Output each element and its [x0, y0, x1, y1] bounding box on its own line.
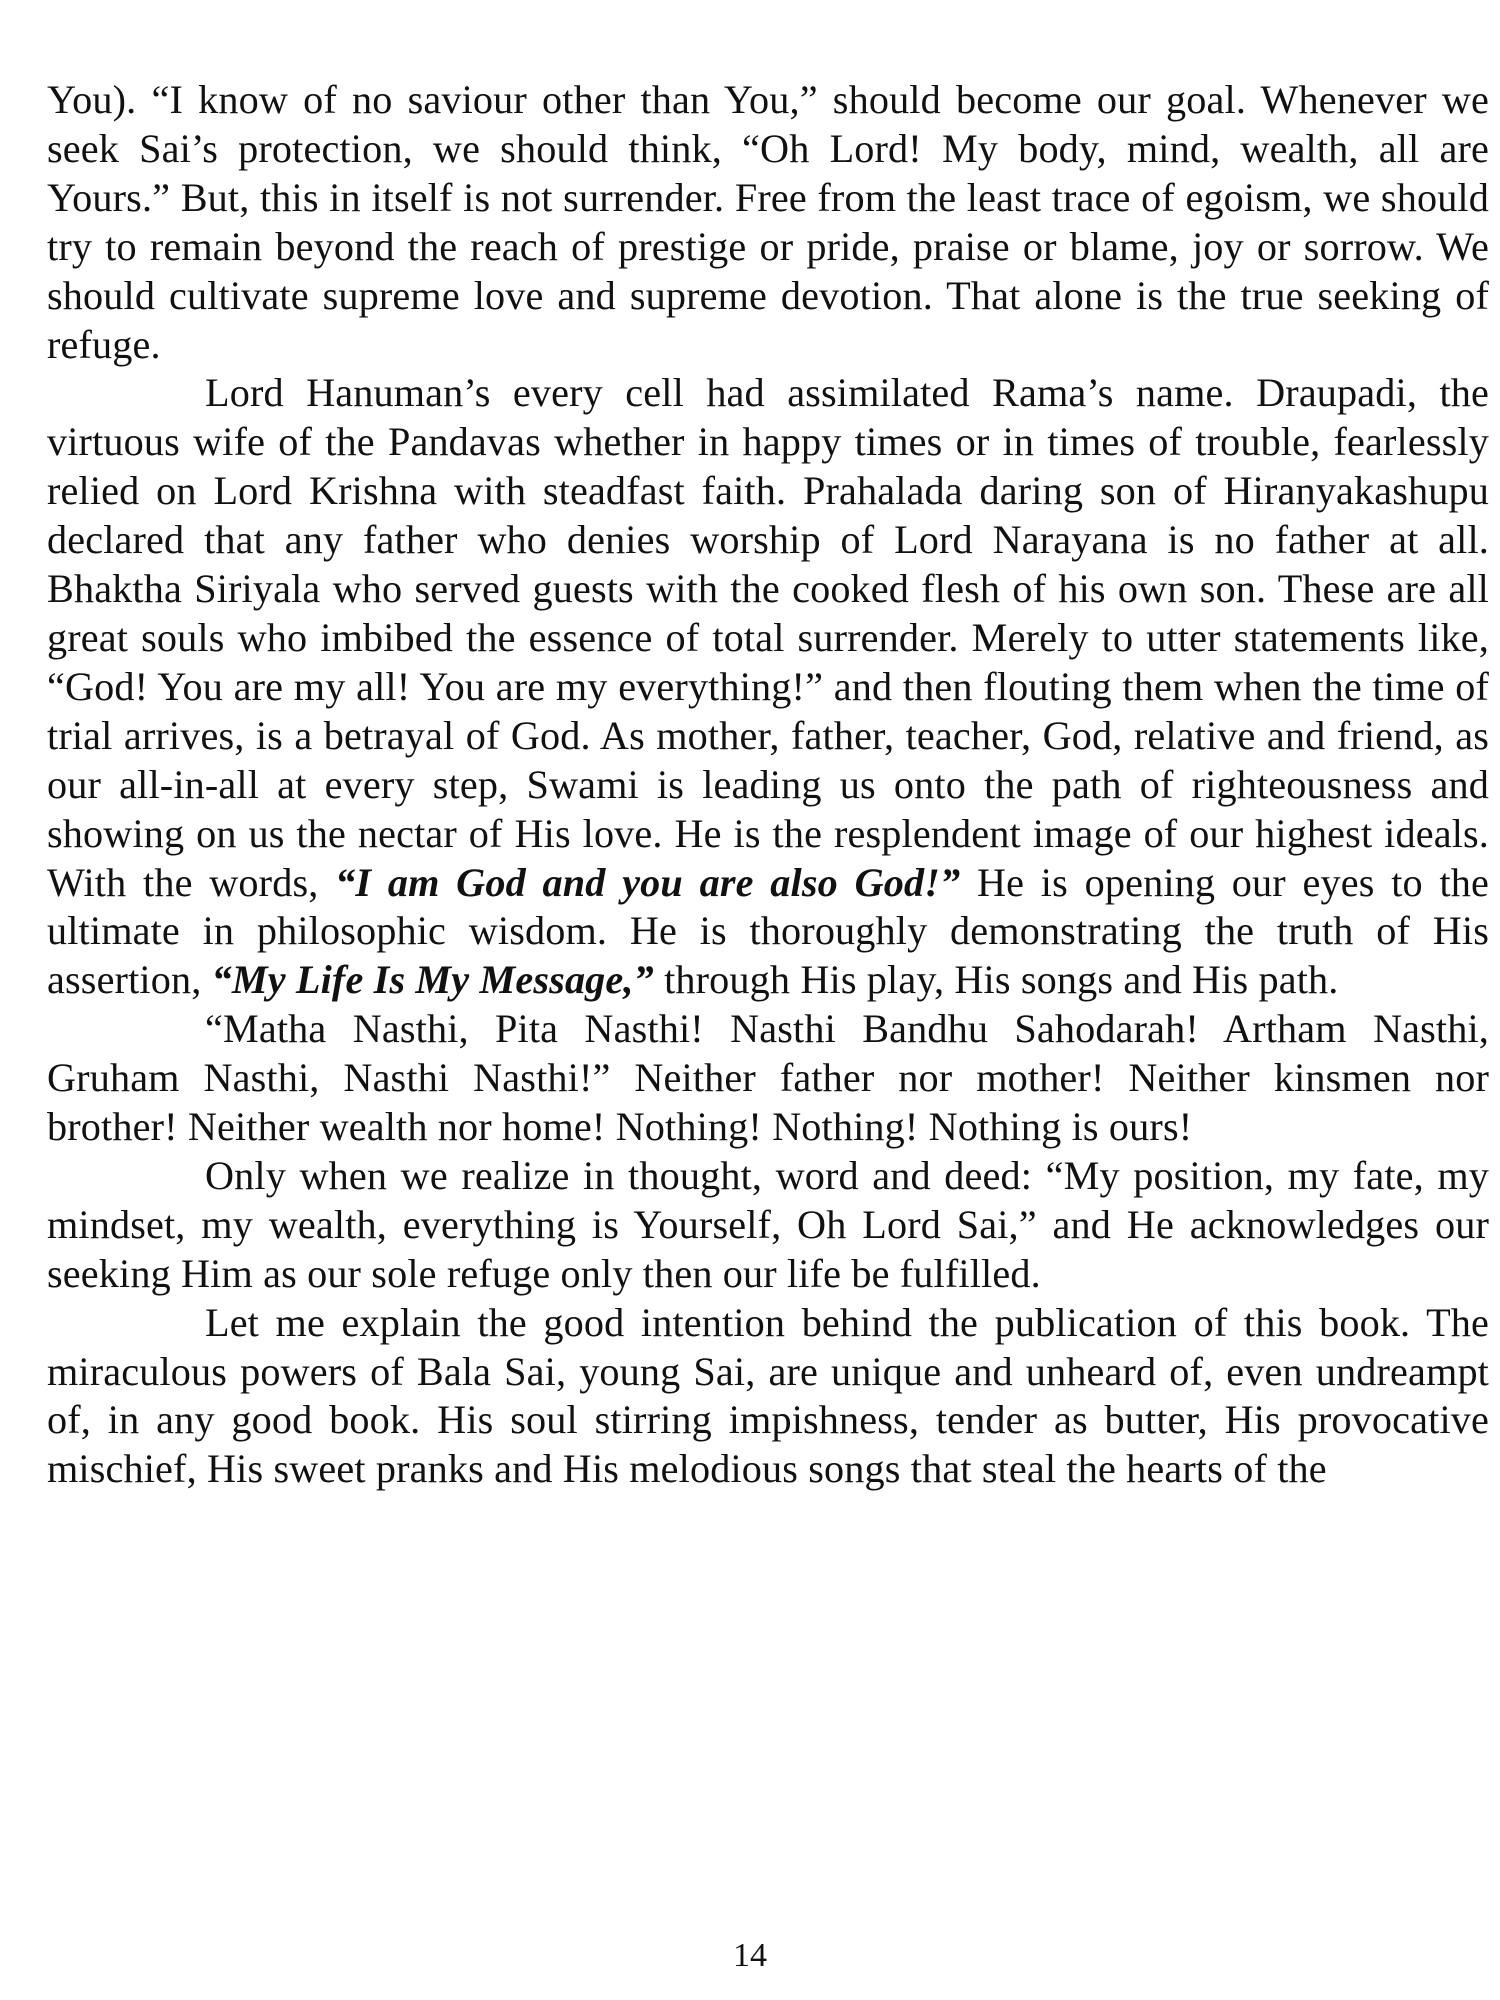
paragraph-great-souls-text-b: He is opening our eyes to the ultimate in philosophic wisdom. He is thoroughly demonstrating the truth of His assertion,	[47, 859, 1489, 1003]
paragraph-great-souls-text-a: Lord Hanuman’s every cell had assimilated Rama’s name. Draupadi, the virtuous wife of the Pandavas whether in happy times or in times of trouble, fearlessly relied on Lord Krishna with steadfast faith. Prahalada daring son of Hiranyakashupu declared that any father who denies worship of Lord Narayana is no father at all. Bhaktha Siriyala who served guests with the cooked flesh of his own son. These are all great souls who imbibed the essence of total surrender. Merely to utter statements like, “God! You are my all! You are my everything!” and then flouting them when the time of trial arrives, is a betrayal of God. As mother, father, teacher, God, relative and friend, as our all-in-all at every step, Swami is leading us onto the path of righteousness and showing on us the nectar of His love. He is the resplendent image of our highest ideals. With the words,	[47, 370, 1489, 905]
paragraph-book-intention: Let me explain the good intention behind the publication of this book. The miraculous powers of Bala Sai, young Sai, are unique and unheard of, even undreampt of, in any good book. His soul stirring impishness, tender as butter, His provocative mischief, His sweet pranks and His melodious songs that steal the hearts of the	[47, 1299, 1489, 1492]
page-number: 14	[733, 1937, 767, 1974]
paragraph-matha-nasthi: “Matha Nasthi, Pita Nasthi! Nasthi Bandhu Sahodarah! Artham Nasthi, Gruham Nasthi, Nasthi Nasthi!” Neither father nor mother! Neither kinsmen nor brother! Neither wealth nor home! Nothing! Nothing! Nothing is ours!	[47, 1006, 1489, 1150]
paragraph-great-souls	[47, 369, 1489, 1005]
book-page-body	[47, 76, 1489, 1494]
quote-i-am-god: “I am God and you are also God!”	[335, 859, 961, 905]
paragraph-surrender: You). “I know of no saviour other than You,” should become our goal. Whenever we seek Sai’s protection, we should think, “Oh Lord! My body, mind, wealth, all are Yours.” But, this in itself is not surrender. Free from the least trace of egoism, we should try to remain beyond the reach of prestige or pride, praise or blame, joy or sorrow. We should cultivate supreme love and supreme devotion. That alone is the true seeking of refuge.	[47, 77, 1489, 367]
paragraph-great-souls-text-c: through His play, His songs and His path.	[664, 957, 1339, 1003]
quote-my-life-is-my-message: “My Life Is My Message,”	[211, 957, 654, 1003]
paragraph-realize: Only when we realize in thought, word and deed: “My position, my fate, my mindset, my wealth, everything is Yourself, Oh Lord Sai,” and He acknowledges our seeking Him as our sole refuge only then our life be fulfilled.	[47, 1152, 1489, 1296]
